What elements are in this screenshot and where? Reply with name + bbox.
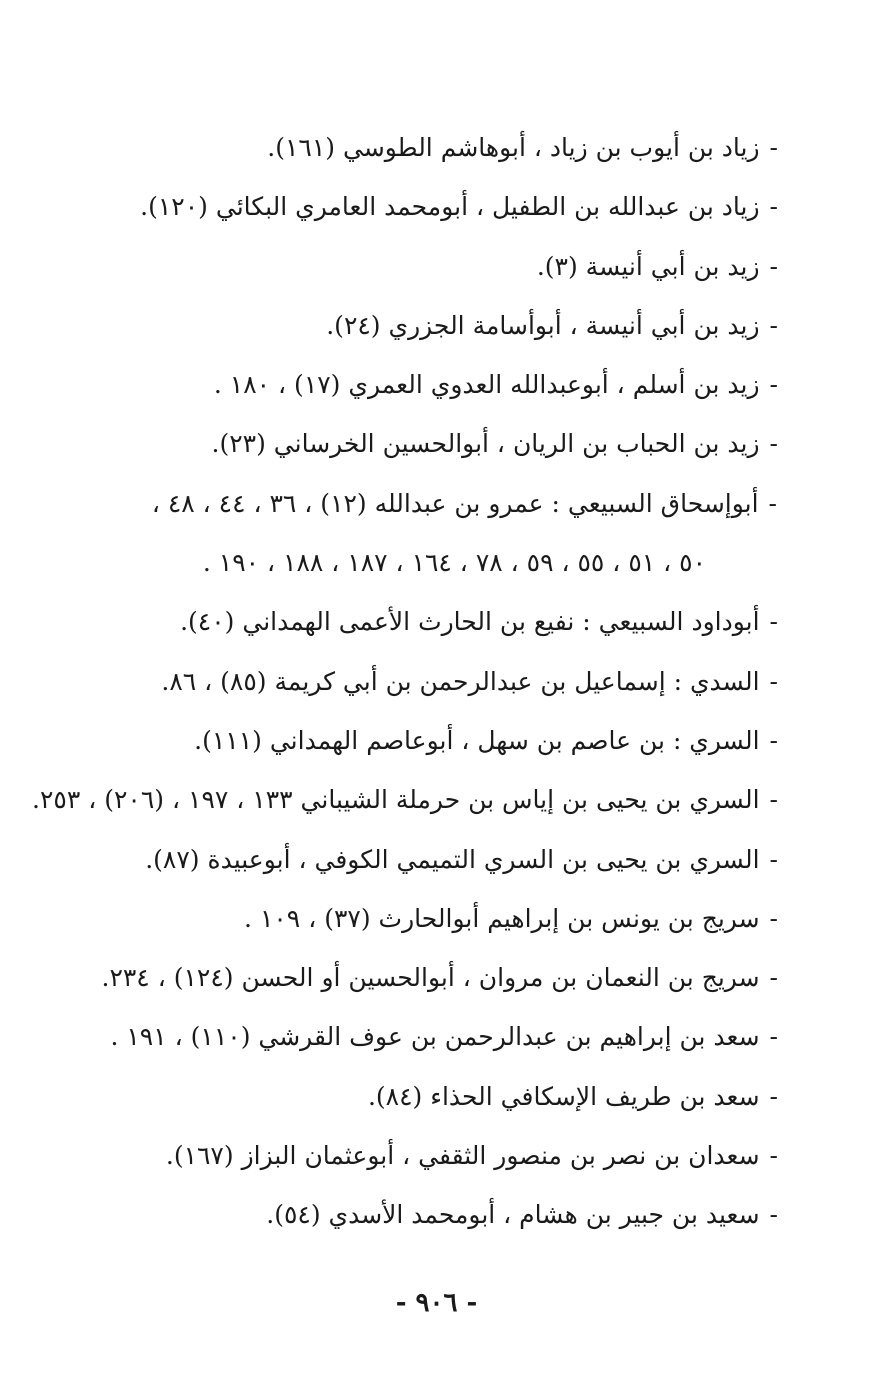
entry-dash: - bbox=[769, 785, 778, 815]
entry-dash: - bbox=[769, 1200, 778, 1230]
index-entry bbox=[78, 948, 778, 1007]
index-entry bbox=[78, 652, 778, 711]
index-entry bbox=[78, 1007, 778, 1066]
page-number: - ٩٠٦ - bbox=[395, 1288, 478, 1318]
entry-text: أبوإسحاق السبيعي : عمرو بن عبدالله (١٢) ، ٣٦ ، ٤٤ ، ٤٨ ، bbox=[151, 488, 759, 518]
index-entry bbox=[78, 237, 778, 296]
entry-text: السدي : إسماعيل بن عبدالرحمن بن أبي كريمة (٨٥) ، ٨٦. bbox=[161, 666, 760, 696]
index-entry bbox=[78, 474, 778, 533]
index-entry bbox=[78, 414, 778, 473]
entry-dash: - bbox=[769, 429, 778, 459]
index-entry bbox=[78, 296, 778, 355]
entry-dash: - bbox=[769, 725, 778, 755]
index-entry bbox=[78, 177, 778, 236]
index-entry bbox=[78, 830, 778, 889]
entry-text: أبوداود السبيعي : نفيع بن الحارث الأعمى الهمداني (٤٠). bbox=[180, 607, 760, 637]
entry-text: زيد بن الحباب بن الريان ، أبوالحسين الخرساني (٢٣). bbox=[211, 429, 760, 459]
index-entry bbox=[78, 118, 778, 177]
entry-dash: - bbox=[769, 251, 778, 281]
index-entries bbox=[32, 118, 778, 1245]
entry-text: زيد بن أبي أنيسة (٣). bbox=[536, 251, 760, 281]
entry-dash: - bbox=[769, 1141, 778, 1171]
index-entry-continuation bbox=[78, 533, 778, 592]
entry-text: سعدان بن نصر بن منصور الثقفي ، أبوعثمان البزاز (١٦٧). bbox=[165, 1141, 760, 1171]
entry-dash: - bbox=[769, 310, 778, 340]
entry-text: سعد بن طريف الإسكافي الحذاء (٨٤). bbox=[367, 1081, 760, 1111]
index-entry bbox=[78, 889, 778, 948]
entry-dash: - bbox=[769, 192, 778, 222]
entry-text: زيد بن أبي أنيسة ، أبوأسامة الجزري (٢٤). bbox=[326, 310, 760, 340]
index-entry bbox=[78, 1185, 778, 1244]
entry-text: السري : بن عاصم بن سهل ، أبوعاصم الهمداني (١١١). bbox=[194, 725, 760, 755]
entry-text: سريج بن النعمان بن مروان ، أبوالحسين أو الحسن (١٢٤) ، ٢٣٤. bbox=[101, 963, 760, 993]
entry-text: زياد بن أيوب بن زياد ، أبوهاشم الطوسي (١٦١). bbox=[267, 133, 760, 162]
entry-dash: - bbox=[769, 963, 778, 993]
entry-dash: - bbox=[769, 607, 778, 637]
entry-text: السري بن يحيى بن إياس بن حرملة الشيباني ١٣٣ ، ١٩٧ ، (٢٠٦) ، ٢٥٣. bbox=[32, 785, 760, 815]
entry-text: سريج بن يونس بن إبراهيم أبوالحارث (٣٧) ، ١٠٩ . bbox=[244, 903, 760, 933]
entry-dash: - bbox=[769, 1081, 778, 1111]
entry-text: ٥٠ ، ٥١ ، ٥٥ ، ٥٩ ، ٧٨ ، ١٦٤ ، ١٨٧ ، ١٨٨ ، ١٩٠ . bbox=[202, 548, 706, 578]
index-entry bbox=[78, 592, 778, 651]
index-entry bbox=[78, 1067, 778, 1126]
index-entry bbox=[78, 711, 778, 770]
entry-dash: - bbox=[769, 903, 778, 933]
entry-dash: - bbox=[769, 133, 778, 162]
index-entry bbox=[32, 770, 778, 829]
entry-dash: - bbox=[769, 370, 778, 400]
entry-text: سعد بن إبراهيم بن عبدالرحمن بن عوف القرشي (١١٠) ، ١٩١ . bbox=[110, 1022, 760, 1052]
entry-text: زيد بن أسلم ، أبوعبدالله العدوي العمري (١٧) ، ١٨٠ . bbox=[213, 370, 760, 400]
entry-text: زياد بن عبدالله بن الطفيل ، أبومحمد العامري البكائي (١٢٠). bbox=[140, 192, 760, 222]
entry-dash: - bbox=[768, 488, 778, 518]
entry-dash: - bbox=[769, 844, 778, 874]
entry-dash: - bbox=[769, 666, 778, 696]
index-entry bbox=[78, 355, 778, 414]
entry-dash: - bbox=[769, 1022, 778, 1052]
entry-text: السري بن يحيى بن السري التميمي الكوفي ، أبوعبيدة (٨٧). bbox=[145, 844, 760, 874]
index-entry bbox=[78, 1126, 778, 1185]
entry-text: سعيد بن جبير بن هشام ، أبومحمد الأسدي (٥٤). bbox=[266, 1200, 760, 1230]
